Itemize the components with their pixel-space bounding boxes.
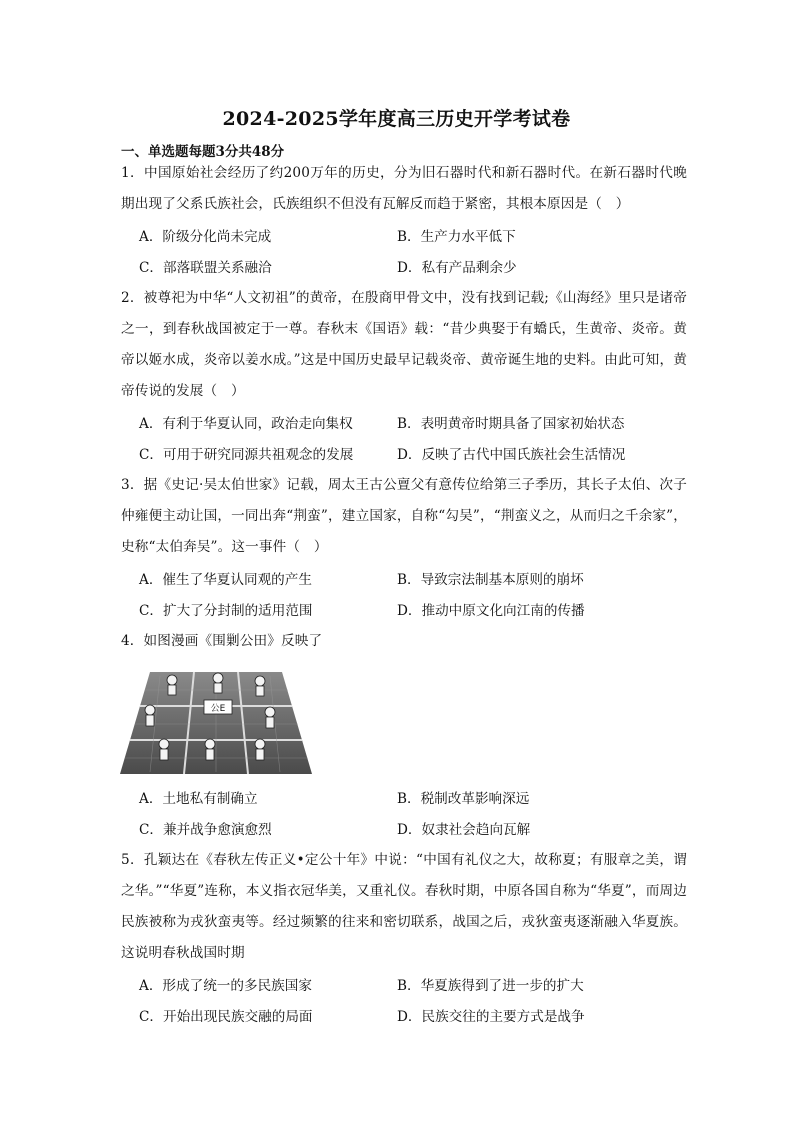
q5-option-d: D．民族交往的主要方式是战争 (397, 1009, 585, 1025)
public-field-sign-label: 公E (210, 704, 226, 714)
q1-option-a: A．阶级分化尚未完成 (139, 229, 272, 245)
q1-option-d: D．私有产品剩余少 (397, 260, 517, 276)
q4-option-c: C．兼并战争愈演愈烈 (139, 822, 272, 838)
q5-option-b: B．华夏族得到了进一步的扩大 (397, 978, 584, 994)
q2-option-a: A．有利于华夏认同，政治走向集权 (139, 416, 353, 432)
question-1-stem: 1．中国原始社会经历了约200万年的历史，分为旧石器时代和新石器时代。在新石器时代晚期出现了父系氏族社会，氏族组织不但没有瓦解反而趋于紧密，其根本原因是（ ） (121, 165, 687, 212)
q2-option-b: B．表明黄帝时期具备了国家初始状态 (397, 416, 625, 432)
q3-option-c: C．扩大了分封制的适用范围 (139, 603, 313, 619)
q4-option-b: B．税制改革影响深远 (397, 791, 530, 807)
question-5-stem: 5．孔颖达在《春秋左传正义•定公十年》中说：“中国有礼仪之大，故称夏；有服章之美，谓之华。”“华夏”连称，本义指衣冠华美，又重礼仪。春秋时期，中原各国自称为“华夏”，而周边民族被称为戎狄蛮夷等。经过频繁的往来和密切联系，战国之后，戎狄蛮夷逐渐融入华夏族。这说明春秋战国时期 (121, 852, 687, 961)
exam-title: 2024-2025学年度高三历史开学考试卷 (222, 108, 571, 130)
q5-option-a: A．形成了统一的多民族国家 (139, 978, 312, 994)
q3-option-a: A．催生了华夏认同观的产生 (139, 572, 312, 588)
q4-option-d: D．奴隶社会趋向瓦解 (397, 822, 531, 838)
q4-option-a: A．土地私有制确立 (139, 791, 258, 807)
question-4-stem: 4．如图漫画《围剿公田》反映了 (121, 633, 323, 649)
q3-option-d: D．推动中原文化向江南的传播 (397, 603, 585, 619)
cartoon-public-field-image (120, 664, 312, 774)
section-heading: 一、单选题每题3分共48分 (121, 144, 285, 160)
question-2-stem: 2．被尊祀为中华“人文初祖”的黄帝，在殷商甲骨文中，没有找到记载;《山海经》里只是诸帝之一，到春秋战国被定于一尊。春秋末《国语》载：“昔少典娶于有蟜氏，生黄帝、炎帝。黄帝以姬水成，炎帝以姜水成。”这是中国历史最早记载炎帝、黄帝诞生地的史料。由此可知，黄帝传说的发展（ ） (121, 290, 687, 399)
q1-option-b: B．生产力水平低下 (397, 229, 516, 245)
question-3-stem: 3．据《史记·吴太伯世家》记载，周太王古公亶父有意传位给第三子季历，其长子太伯、次子仲雍便主动让国，一同出奔“荆蛮”，建立国家，自称“勾吴”，“荆蛮义之，从而归之千余家”，史称“太伯奔吴”。这一事件（ ） (121, 477, 687, 555)
q3-option-b: B．导致宗法制基本原则的崩坏 (397, 572, 584, 588)
q2-option-d: D．反映了古代中国氏族社会生活情况 (397, 447, 626, 463)
q5-option-c: C．开始出现民族交融的局面 (139, 1009, 313, 1025)
q2-option-c: C．可用于研究同源共祖观念的发展 (139, 447, 354, 463)
q1-option-c: C．部落联盟关系融洽 (139, 260, 272, 276)
